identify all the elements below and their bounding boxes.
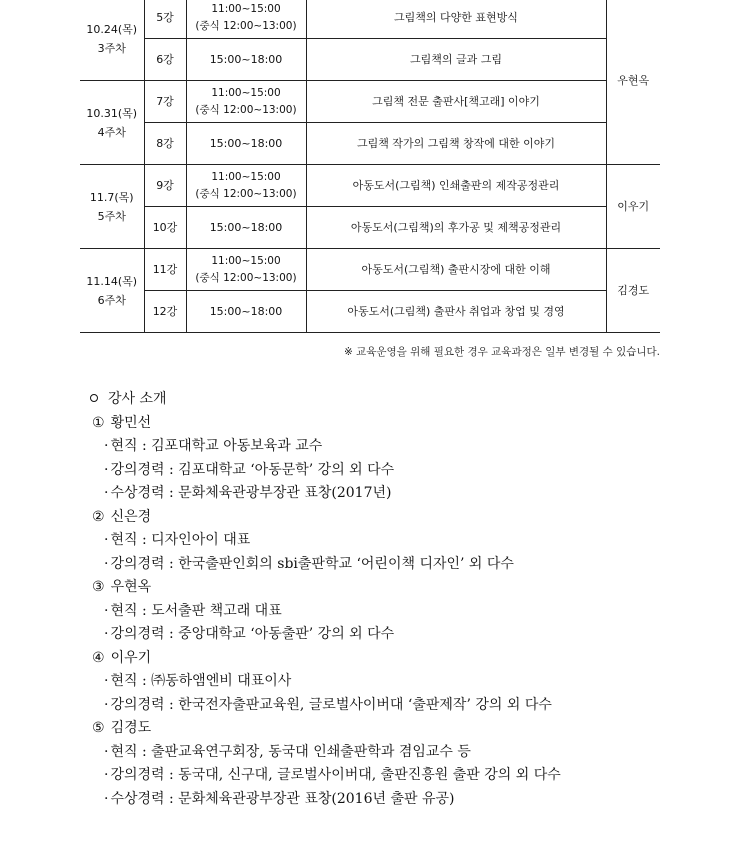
lecture-number: 7강 [144,81,186,123]
week-label: 3주차 [97,41,126,55]
time-main: 11:00~15:00 [211,170,281,183]
instructor-detail [86,764,706,788]
instructor-detail [86,623,706,647]
lecture-topic: 아동도서(그림책)의 후가공 및 제책공정관리 [306,207,606,249]
lecture-number: 10강 [144,207,186,249]
lecture-topic: 그림책의 글과 그림 [306,39,606,81]
dot-bullet-icon: · [104,532,109,548]
time-lunch: (중식 12:00~13:00) [195,103,297,116]
lecture-time [186,0,306,39]
dot-bullet-icon: · [104,602,109,619]
detail-text: 강의경력 : 한국출판인회의 sbi출판학교 ‘어린이책 디자인’ 외 다수 [110,555,514,572]
lecture-time [186,249,306,291]
lecture-time: 15:00~18:00 [186,123,306,165]
instructor-name: 신은경 [110,508,152,525]
instructor-cell: 우현옥 [606,0,660,165]
instructor-number: ② [92,508,105,525]
instructor-name-row [86,647,706,671]
intro-title: 강사 소개 [108,391,167,407]
dot-bullet-icon: · [104,673,109,689]
week-date: 10.24(목) [86,22,138,36]
lecture-time [186,81,306,123]
intro-heading [86,388,706,412]
week-label: 5주차 [97,209,126,223]
lecture-number: 11강 [144,249,186,291]
dot-bullet-icon: · [104,461,109,478]
instructor-detail [86,553,706,577]
detail-text: 현직 : ㈜동하앰엔비 대표이사 [110,673,292,689]
dot-bullet-icon: · [104,626,109,642]
dot-bullet-icon: · [104,767,109,783]
time-lunch: (중식 12:00~13:00) [195,271,297,284]
lecture-time: 15:00~18:00 [186,39,306,81]
instructor-name: 김경도 [110,720,152,736]
detail-text: 강의경력 : 중앙대학교 ‘아동출판’ 강의 외 다수 [110,626,395,642]
table-row [80,207,660,249]
time-main: 11:00~15:00 [211,2,281,15]
time-main: 11:00~15:00 [211,86,281,99]
week-label: 6주차 [97,293,126,307]
instructor-detail [86,670,706,694]
week-cell [80,249,144,333]
week-date: 11.7(목) [89,190,134,204]
detail-text: 수상경력 : 문화체육관광부장관 표창(2017년) [110,485,392,501]
lecture-time [186,165,306,207]
instructor-name: 황민선 [110,414,152,431]
instructor-detail [86,694,706,718]
lecture-time: 15:00~18:00 [186,291,306,333]
instructor-detail [86,788,706,812]
instructor-name-row [86,506,706,530]
lecture-number: 9강 [144,165,186,207]
instructor-detail [86,459,706,483]
table-row [80,81,660,123]
schedule-table [80,0,660,333]
lecture-topic: 그림책 전문 출판사[책고래] 이야기 [306,81,606,123]
week-label: 4주차 [97,125,126,139]
lecture-topic: 그림책 작가의 그림책 창작에 대한 이야기 [306,123,606,165]
time-lunch: (중식 12:00~13:00) [195,19,297,32]
week-date: 11.14(목) [86,274,138,288]
instructor-detail [86,741,706,765]
detail-text: 현직 : 도서출판 책고래 대표 [110,602,282,619]
dot-bullet-icon: · [104,438,109,454]
circle-bullet-icon [90,394,98,402]
lecture-number: 8강 [144,123,186,165]
time-lunch: (중식 12:00~13:00) [195,187,297,200]
week-cell [80,0,144,81]
week-date: 10.31(목) [86,106,138,120]
instructor-number: ① [92,414,105,431]
dot-bullet-icon: · [104,485,109,501]
week-cell [80,81,144,165]
instructor-name-row [86,412,706,436]
instructor-intro [86,388,706,811]
week-cell [80,165,144,249]
lecture-topic: 그림책의 다양한 표현방식 [306,0,606,39]
lecture-number: 5강 [144,0,186,39]
dot-bullet-icon: · [104,790,109,807]
lecture-number: 12강 [144,291,186,333]
lecture-topic: 아동도서(그림책) 출판시장에 대한 이해 [306,249,606,291]
lecture-topic: 아동도서(그림책) 인쇄출판의 제작공정관리 [306,165,606,207]
instructor-number: ③ [92,579,105,595]
time-main: 11:00~15:00 [211,254,281,267]
detail-text: 현직 : 디자인아이 대표 [110,532,251,548]
table-row [80,0,660,39]
dot-bullet-icon: · [104,696,109,713]
detail-text: 수상경력 : 문화체육관광부장관 표창(2016년 출판 유공) [110,790,455,807]
instructor-name: 우현옥 [110,579,152,595]
detail-text: 강의경력 : 한국전자출판교육원, 글로벌사이버대 ‘출판제작’ 강의 외 다수 [110,696,552,713]
instructor-number: ⑤ [92,720,105,736]
dot-bullet-icon: · [104,555,109,572]
detail-text: 강의경력 : 김포대학교 ‘아동문학’ 강의 외 다수 [110,461,395,478]
lecture-time: 15:00~18:00 [186,207,306,249]
table-row [80,291,660,333]
lecture-topic: 아동도서(그림책) 출판사 취업과 창업 및 경영 [306,291,606,333]
table-row [80,165,660,207]
instructor-detail [86,482,706,506]
instructor-cell: 김경도 [606,249,660,333]
instructor-cell: 이우기 [606,165,660,249]
instructor-name: 이우기 [110,649,152,666]
instructor-name-row [86,576,706,600]
instructor-detail [86,435,706,459]
table-row [80,123,660,165]
detail-text: 강의경력 : 동국대, 신구대, 글로벌사이버대, 출판진흥원 출판 강의 외 다수 [110,767,561,783]
detail-text: 현직 : 출판교육연구회장, 동국대 인쇄출판학과 겸임교수 등 [110,743,471,760]
lecture-number: 6강 [144,39,186,81]
instructor-number: ④ [92,649,105,666]
dot-bullet-icon: · [104,743,109,760]
instructor-detail [86,600,706,624]
table-row [80,249,660,291]
table-row [80,39,660,81]
schedule-note: ※ 교육운영을 위해 필요한 경우 교육과정은 일부 변경될 수 있습니다. [343,346,660,358]
instructor-detail [86,529,706,553]
detail-text: 현직 : 김포대학교 아동보육과 교수 [110,438,323,454]
instructor-name-row [86,717,706,741]
